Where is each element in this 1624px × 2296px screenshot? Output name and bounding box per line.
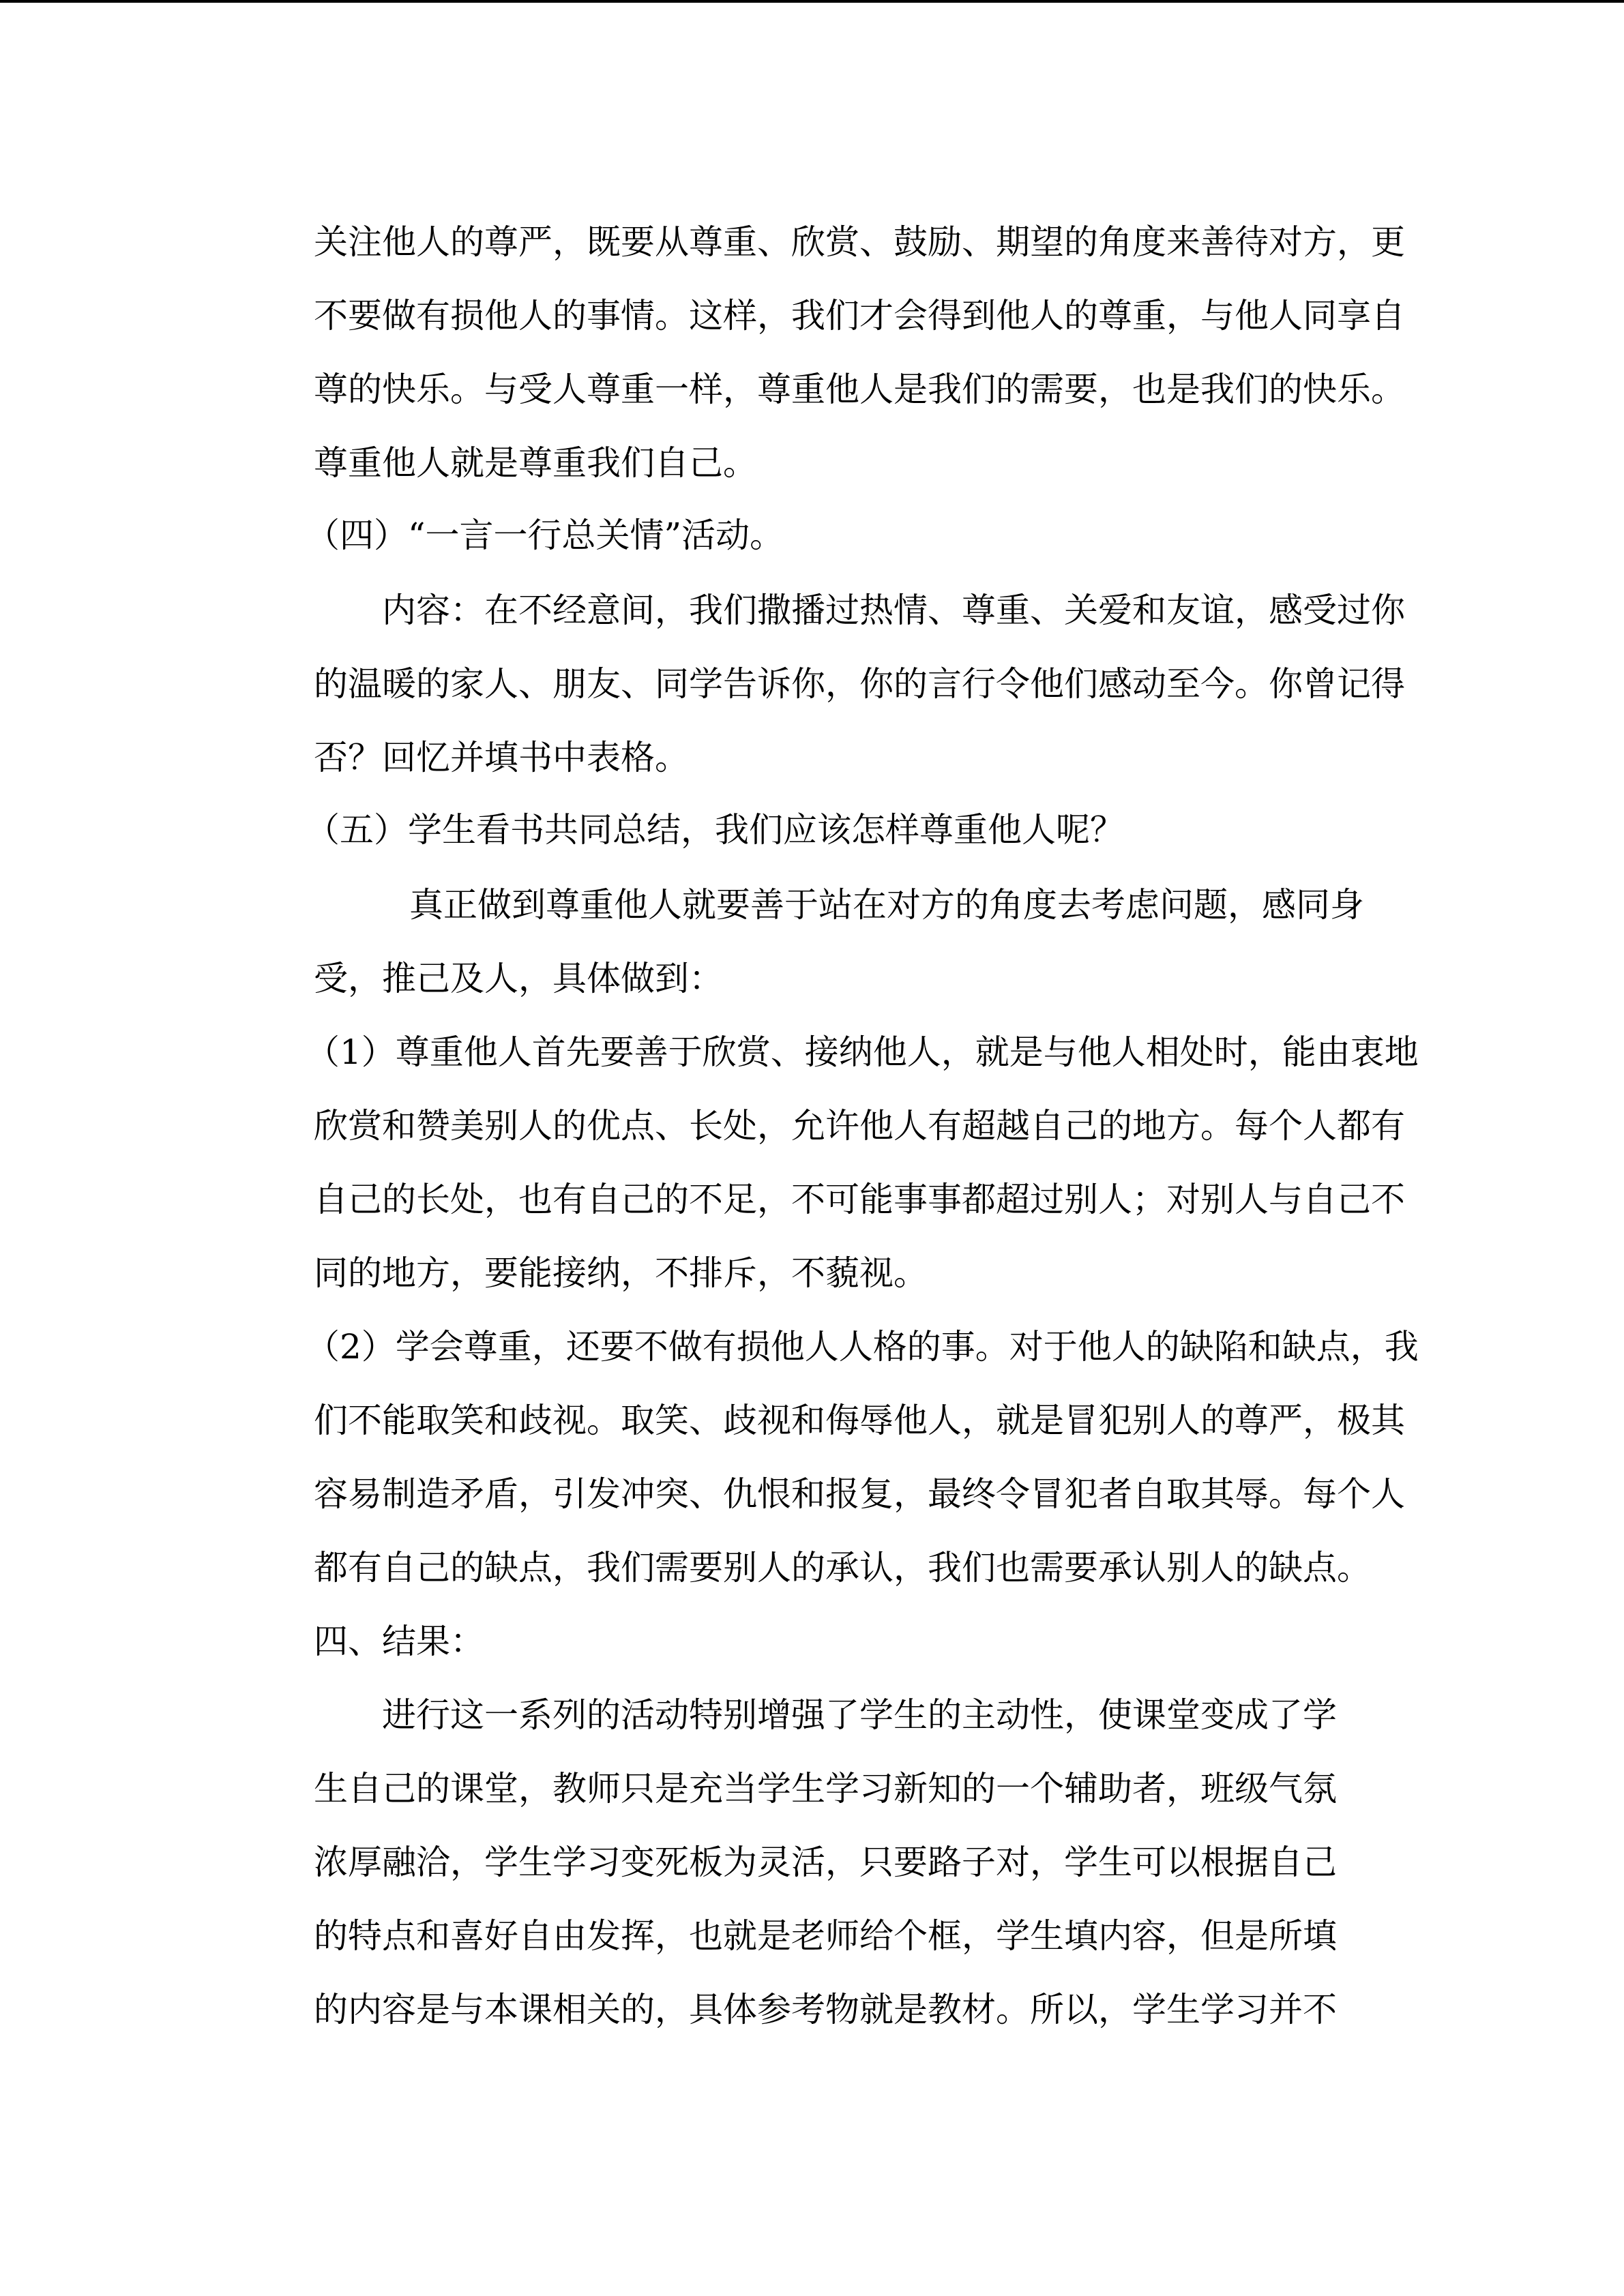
paragraph-line: 浓厚融洽，学生学习变死板为灵活，只要路子对，学生可以根据自己 (314, 1843, 1337, 1882)
section-heading: 四、结果： (314, 1622, 484, 1661)
list-item-line: 都有自己的缺点，我们需要别人的承认，我们也需要承认别人的缺点。 (314, 1548, 1371, 1587)
paragraph-line: 内容：在不经意间，我们撒播过热情、尊重、关爱和友谊，感受过你 (382, 591, 1405, 630)
paragraph-line: 尊重他人就是尊重我们自己。 (314, 443, 757, 483)
list-item-line: （1）尊重他人首先要善于欣赏、接纳他人，就是与他人相处时，能由衷地 (306, 1032, 1419, 1072)
list-item-line: 容易制造矛盾，引发冲突、仇恨和报复，最终令冒犯者自取其辱。每个人 (314, 1474, 1405, 1514)
list-item-line: 自己的长处，也有自己的不足，不可能事事都超过别人；对别人与自己不 (314, 1180, 1405, 1219)
paragraph-line: 否？回忆并填书中表格。 (314, 738, 689, 777)
list-item-line: （2）学会尊重，还要不做有损他人人格的事。对于他人的缺陷和缺点，我 (306, 1327, 1419, 1367)
paragraph-line: 生自己的课堂，教师只是充当学生学习新知的一个辅助者，班级气氛 (314, 1769, 1337, 1808)
page-top-border (0, 0, 1624, 3)
paragraph-line: 进行这一系列的活动特别增强了学生的主动性，使课堂变成了学 (382, 1695, 1337, 1735)
list-item-line: 们不能取笑和歧视。取笑、歧视和侮辱他人，就是冒犯别人的尊严，极其 (314, 1401, 1405, 1440)
paragraph-line: 的温暖的家人、朋友、同学告诉你，你的言行令他们感动至今。你曾记得 (314, 664, 1405, 704)
paragraph-line: 关注他人的尊严，既要从尊重、欣赏、鼓励、期望的角度来善待对方，更 (314, 222, 1405, 262)
list-item-line: 同的地方，要能接纳，不排斥，不藐视。 (314, 1253, 928, 1293)
paragraph-line: 真正做到尊重他人就要善于站在对方的角度去考虑问题，感同身 (409, 885, 1364, 925)
section-heading: （四）“一言一行总关情”活动。 (306, 516, 784, 555)
section-heading: （五）学生看书共同总结，我们应该怎样尊重他人呢？ (306, 810, 1124, 850)
list-item-line: 欣赏和赞美别人的优点、长处，允许他人有超越自己的地方。每个人都有 (314, 1106, 1405, 1146)
paragraph-line: 的特点和喜好自由发挥，也就是老师给个框，学生填内容，但是所填 (314, 1916, 1337, 1956)
paragraph-line: 不要做有损他人的事情。这样，我们才会得到他人的尊重，与他人同享自 (314, 296, 1405, 336)
paragraph-line: 的内容是与本课相关的，具体参考物就是教材。所以，学生学习并不 (314, 1990, 1337, 2029)
paragraph-line: 受，推己及人，具体做到： (314, 959, 723, 998)
paragraph-line: 尊的快乐。与受人尊重一样，尊重他人是我们的需要，也是我们的快乐。 (314, 370, 1405, 409)
